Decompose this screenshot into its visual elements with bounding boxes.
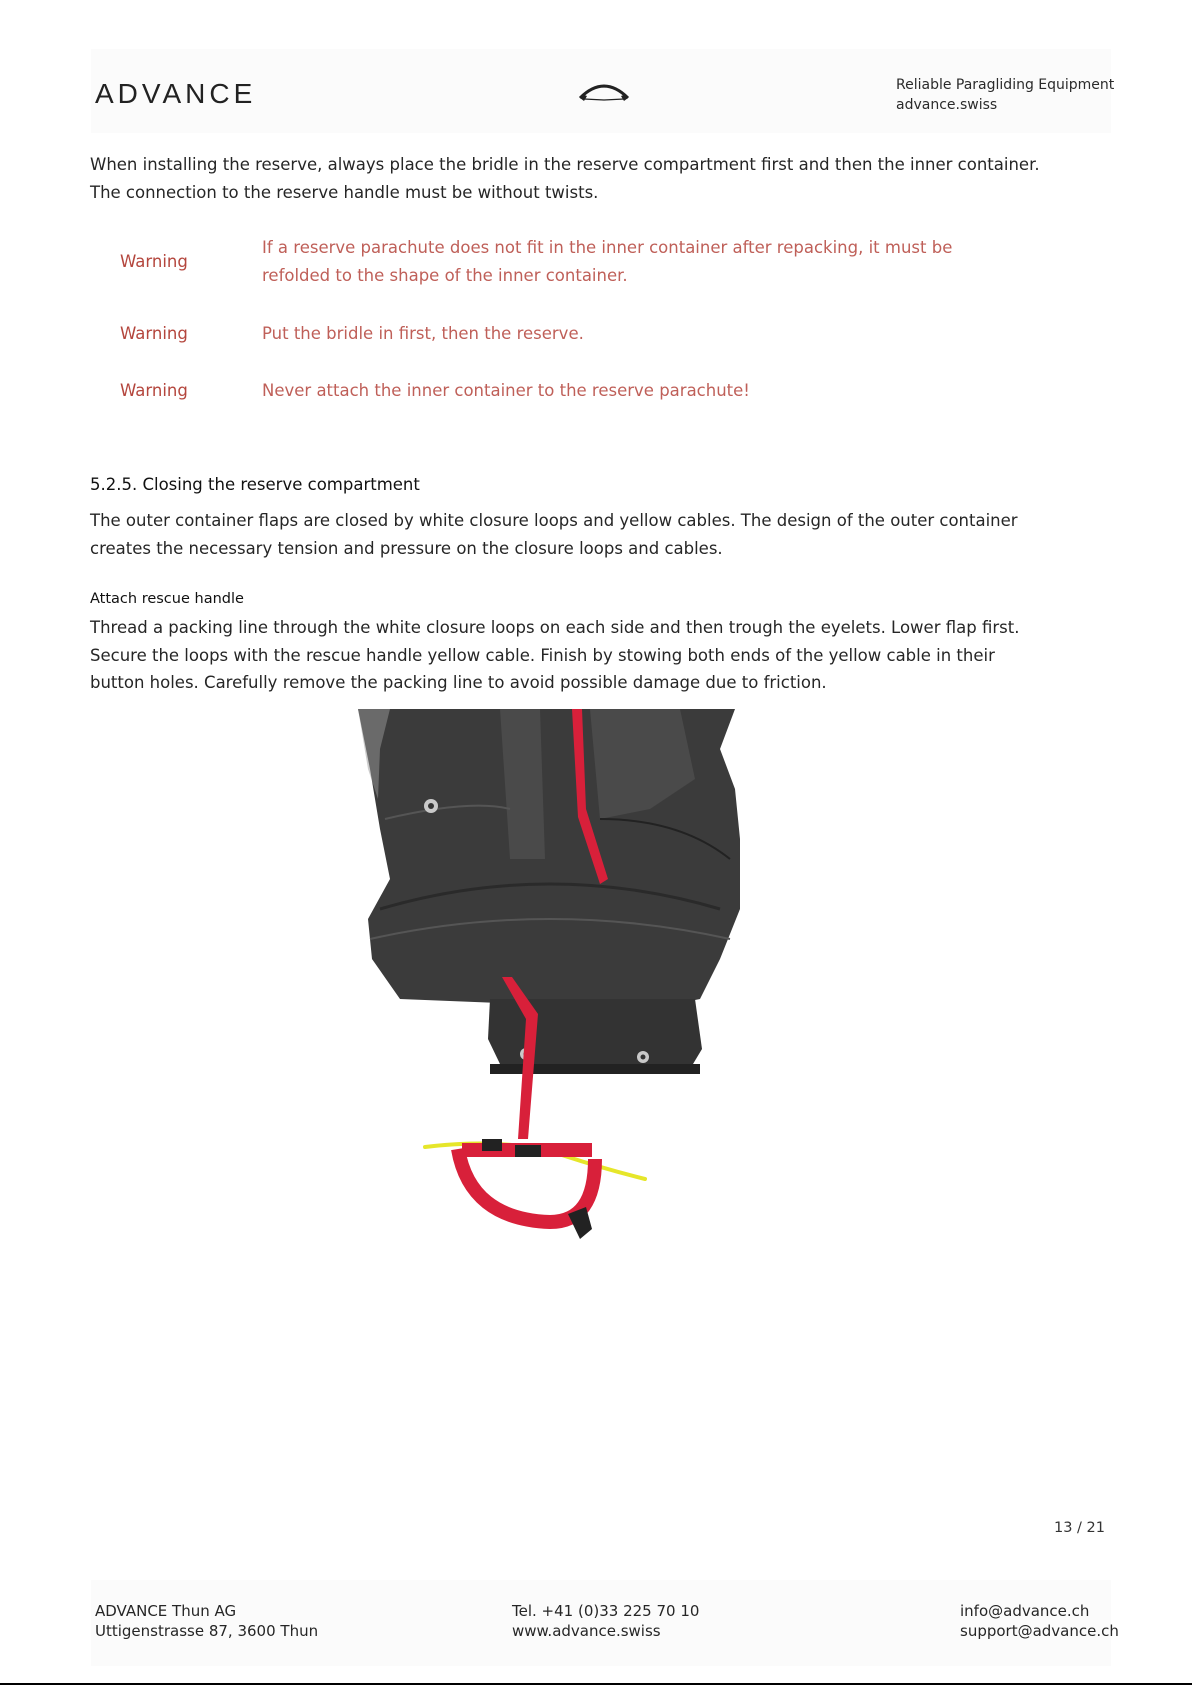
phone-number: Tel. +41 (0)33 225 70 10 <box>512 1602 700 1620</box>
warning-label: Warning <box>120 252 188 271</box>
footer-email <box>960 1601 1119 1641</box>
intro-line: When installing the reserve, always place the bridle in the reserve compartment first and then the inner container. <box>90 155 1040 174</box>
svg-text:ADVANCE: ADVANCE <box>95 80 257 106</box>
section-paragraph <box>90 507 1050 562</box>
warning-text: Put the bridle in first, then the reserve. <box>262 324 584 343</box>
warning-text <box>262 234 962 290</box>
warning-label: Warning <box>120 381 188 400</box>
warning-line: If a reserve parachute does not fit in the inner container after repacking, it must be <box>262 238 953 257</box>
paraglider-icon <box>576 80 632 104</box>
tagline-website: advance.swiss <box>896 97 998 113</box>
header-tagline <box>896 75 1114 115</box>
email-support-link[interactable]: support@advance.ch <box>960 1622 1119 1640</box>
tagline-text: Reliable Paragliding Equipment <box>896 77 1115 93</box>
warning-label: Warning <box>120 324 188 343</box>
rescue-handle-heading: Attach rescue handle <box>90 591 244 607</box>
harness-reserve-photo <box>350 709 790 1249</box>
footer-company <box>95 1601 318 1641</box>
section-title: 5.2.5. Closing the reserve compartment <box>90 475 420 494</box>
email-info-link[interactable]: info@advance.ch <box>960 1602 1090 1620</box>
paragraph-line: button holes. Carefully remove the packing line to avoid possible damage due to friction. <box>90 673 827 692</box>
warning-line: refolded to the shape of the inner container. <box>262 266 628 285</box>
paragraph-line: Thread a packing line through the white closure loops on each side and then trough the eyelets. Lower flap first. <box>90 618 1020 637</box>
intro-line: The connection to the reserve handle must be without twists. <box>90 182 599 202</box>
advance-logo <box>95 80 275 106</box>
paragraph-line: creates the necessary tension and pressure on the closure loops and cables. <box>90 538 723 558</box>
company-address: Uttigenstrasse 87, 3600 Thun <box>95 1622 319 1640</box>
rescue-paragraph <box>90 614 1050 697</box>
website-link[interactable]: www.advance.swiss <box>512 1622 661 1640</box>
footer-contact <box>512 1601 699 1641</box>
company-name: ADVANCE Thun AG <box>95 1602 237 1620</box>
paragraph-line: Secure the loops with the rescue handle yellow cable. Finish by stowing both ends of the yellow cable in their <box>90 645 995 665</box>
warning-text: Never attach the inner container to the reserve parachute! <box>262 381 750 400</box>
page-footer <box>91 1580 1119 1666</box>
page-number: 13 / 21 <box>1054 1520 1106 1536</box>
intro-paragraph <box>90 151 1050 206</box>
paragraph-line: The outer container flaps are closed by white closure loops and yellow cables. The design of the outer container <box>90 511 1018 530</box>
page-header <box>91 49 1115 133</box>
